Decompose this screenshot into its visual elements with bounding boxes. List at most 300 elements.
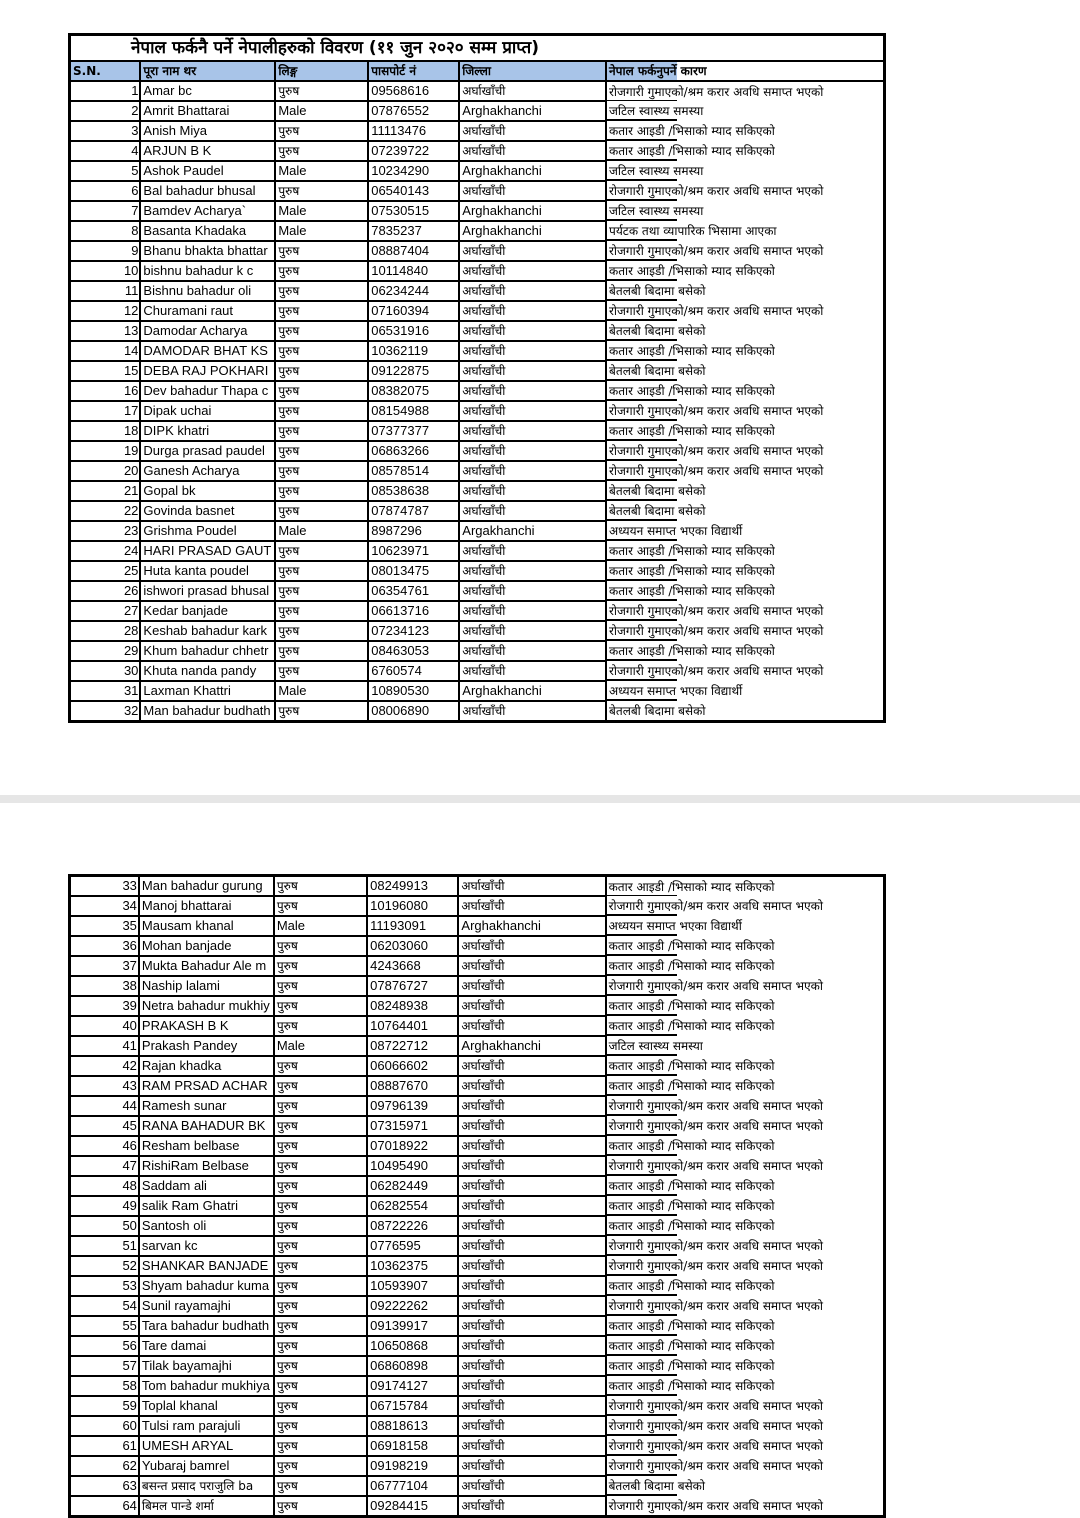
cell-sn: 37 xyxy=(70,956,139,976)
cell-full-name: RANA BAHADUR BK xyxy=(139,1116,274,1136)
cell-sn: 45 xyxy=(70,1116,139,1136)
table-row xyxy=(70,936,885,956)
cell-reason: बेतलबी बिदामा बसेको xyxy=(606,361,885,381)
cell-district: अर्घाखाँची xyxy=(458,1116,605,1136)
cell-sn: 41 xyxy=(70,1036,139,1056)
cell-sn: 63 xyxy=(70,1476,139,1496)
cell-passport: 08006890 xyxy=(368,701,459,722)
cell-gender: पुरुष xyxy=(274,936,367,956)
cell-passport: 09198219 xyxy=(367,1456,458,1476)
cell-passport: 08578514 xyxy=(368,461,459,481)
cell-full-name: Tara bahadur budhath xyxy=(139,1316,274,1336)
cell-full-name: Anish Miya xyxy=(140,121,275,141)
cell-reason: कतार आइडी /भिसाको म्याद सकिएको xyxy=(606,876,885,897)
table-row xyxy=(70,1456,885,1476)
table-row xyxy=(70,1496,885,1517)
cell-sn: 60 xyxy=(70,1416,139,1436)
table-row xyxy=(70,141,885,161)
cell-reason: रोजगारी गुमाएको/श्रम करार अवधि समाप्त भएको xyxy=(606,401,885,421)
cell-reason: रोजगारी गुमाएको/श्रम करार अवधि समाप्त भएको xyxy=(606,301,885,321)
cell-passport: 06203060 xyxy=(367,936,458,956)
cell-district: अर्घाखाँची xyxy=(459,241,606,261)
cell-district: अर्घाखाँची xyxy=(458,936,605,956)
cell-sn: 20 xyxy=(70,461,141,481)
cell-sn: 48 xyxy=(70,1176,139,1196)
cell-reason: रोजगारी गुमाएको/श्रम करार अवधि समाप्त भएको xyxy=(606,621,885,641)
cell-full-name: Bishnu bahadur oli xyxy=(140,281,275,301)
cell-gender: पुरुष xyxy=(275,181,368,201)
cell-district: अर्घाखाँची xyxy=(458,1196,605,1216)
cell-full-name: Khum bahadur chhetr xyxy=(140,641,275,661)
cell-reason: कतार आइडी /भिसाको म्याद सकिएको xyxy=(606,381,885,401)
cell-full-name: Huta kanta poudel xyxy=(140,561,275,581)
cell-gender: पुरुष xyxy=(275,381,368,401)
cell-district: अर्घाखाँची xyxy=(459,301,606,321)
cell-reason: कतार आइडी /भिसाको म्याद सकिएको xyxy=(606,641,885,661)
cell-district: अर्घाखाँची xyxy=(459,481,606,501)
cell-full-name: Amrit Bhattarai xyxy=(140,101,275,121)
cell-sn: 54 xyxy=(70,1296,139,1316)
cell-district: अर्घाखाँची xyxy=(459,341,606,361)
table-row xyxy=(70,1136,885,1156)
cell-sn: 38 xyxy=(70,976,139,996)
cell-passport: 10764401 xyxy=(367,1016,458,1036)
cell-passport: 08154988 xyxy=(368,401,459,421)
cell-reason: बेतलबी बिदामा बसेको xyxy=(606,1476,885,1496)
cell-sn: 39 xyxy=(70,996,139,1016)
cell-full-name: Laxman Khattri xyxy=(140,681,275,701)
cell-passport: 06863266 xyxy=(368,441,459,461)
table-row xyxy=(70,916,885,936)
cell-passport: 08463053 xyxy=(368,641,459,661)
cell-gender: Male xyxy=(275,681,368,701)
cell-gender: पुरुष xyxy=(274,1496,367,1517)
cell-district: अर्घाखाँची xyxy=(459,261,606,281)
cell-district: अर्घाखाँची xyxy=(458,1176,605,1196)
cell-district: अर्घाखाँची xyxy=(458,1056,605,1076)
cell-full-name: Gopal bk xyxy=(140,481,275,501)
cell-district: अर्घाखाँची xyxy=(459,121,606,141)
table-row xyxy=(70,1236,885,1256)
cell-passport: 08722712 xyxy=(367,1036,458,1056)
cell-full-name: Tilak bayamajhi xyxy=(139,1356,274,1376)
cell-full-name: Govinda basnet xyxy=(140,501,275,521)
cell-gender: पुरुष xyxy=(274,1196,367,1216)
cell-sn: 64 xyxy=(70,1496,139,1517)
cell-full-name: Santosh oli xyxy=(139,1216,274,1236)
cell-gender: पुरुष xyxy=(274,1456,367,1476)
cell-passport: 06354761 xyxy=(368,581,459,601)
cell-gender: पुरुष xyxy=(275,341,368,361)
cell-gender: पुरुष xyxy=(275,241,368,261)
cell-full-name: बिमल पान्डे शर्मा xyxy=(139,1496,274,1517)
cell-sn: 13 xyxy=(70,321,141,341)
cell-district: अर्घाखाँची xyxy=(458,1096,605,1116)
cell-full-name: DIPK khatri xyxy=(140,421,275,441)
cell-gender: पुरुष xyxy=(275,461,368,481)
cell-full-name: UMESH ARYAL xyxy=(139,1436,274,1456)
column-header-full-name: पूरा नाम थर xyxy=(140,61,275,81)
cell-district: अर्घाखाँची xyxy=(459,621,606,641)
cell-passport: 10593907 xyxy=(367,1276,458,1296)
cell-gender: पुरुष xyxy=(274,1076,367,1096)
cell-full-name: Mohan banjade xyxy=(139,936,274,956)
cell-gender: पुरुष xyxy=(275,361,368,381)
cell-district: अर्घाखाँची xyxy=(459,441,606,461)
table-row xyxy=(70,261,885,281)
cell-full-name: Keshab bahadur kark xyxy=(140,621,275,641)
cell-full-name: Tom bahadur mukhiya xyxy=(139,1376,274,1396)
cell-district: Arghakhanchi xyxy=(458,1036,605,1056)
table-header-row xyxy=(70,61,885,81)
cell-passport: 10495490 xyxy=(367,1156,458,1176)
cell-gender: पुरुष xyxy=(274,1316,367,1336)
cell-reason: कतार आइडी /भिसाको म्याद सकिएको xyxy=(606,1076,885,1096)
table-row xyxy=(70,621,885,641)
cell-sn: 50 xyxy=(70,1216,139,1236)
cell-passport: 06282449 xyxy=(367,1176,458,1196)
cell-sn: 46 xyxy=(70,1136,139,1156)
cell-gender: पुरुष xyxy=(274,1016,367,1036)
table-row xyxy=(70,996,885,1016)
cell-sn: 26 xyxy=(70,581,141,601)
cell-sn: 56 xyxy=(70,1336,139,1356)
cell-full-name: DAMODAR BHAT KS xyxy=(140,341,275,361)
cell-gender: Male xyxy=(275,201,368,221)
cell-reason: जटिल स्वास्थ्य समस्या xyxy=(606,161,885,181)
cell-district: Arghakhanchi xyxy=(459,681,606,701)
cell-district: अर्घाखाँची xyxy=(458,1316,605,1336)
cell-sn: 9 xyxy=(70,241,141,261)
cell-sn: 8 xyxy=(70,221,141,241)
table-row xyxy=(70,976,885,996)
cell-sn: 49 xyxy=(70,1196,139,1216)
cell-district: अर्घाखाँची xyxy=(458,1216,605,1236)
cell-reason: रोजगारी गुमाएको/श्रम करार अवधि समाप्त भएको xyxy=(606,1116,885,1136)
table-row xyxy=(70,1476,885,1496)
cell-sn: 34 xyxy=(70,896,139,916)
table-row xyxy=(70,1396,885,1416)
table-row xyxy=(70,641,885,661)
cell-full-name: Mukta Bahadur Ale m xyxy=(139,956,274,976)
table-row xyxy=(70,1196,885,1216)
cell-district: Arghakhanchi xyxy=(459,201,606,221)
cell-sn: 19 xyxy=(70,441,141,461)
table-row xyxy=(70,681,885,701)
table-row xyxy=(70,81,885,101)
cell-district: अर्घाखाँची xyxy=(459,701,606,722)
cell-gender: पुरुष xyxy=(275,141,368,161)
cell-reason: कतार आइडी /भिसाको म्याद सकिएको xyxy=(606,541,885,561)
cell-full-name: Resham belbase xyxy=(139,1136,274,1156)
cell-passport: 10890530 xyxy=(368,681,459,701)
cell-full-name: Ashok Paudel xyxy=(140,161,275,181)
cell-reason: रोजगारी गुमाएको/श्रम करार अवधि समाप्त भएको xyxy=(606,1416,885,1436)
cell-reason: रोजगारी गुमाएको/श्रम करार अवधि समाप्त भएको xyxy=(606,461,885,481)
cell-sn: 11 xyxy=(70,281,141,301)
cell-full-name: Tare damai xyxy=(139,1336,274,1356)
cell-sn: 53 xyxy=(70,1276,139,1296)
table-row xyxy=(70,1036,885,1056)
cell-reason: जटिल स्वास्थ्य समस्या xyxy=(606,1036,885,1056)
table-row xyxy=(70,1176,885,1196)
table-row xyxy=(70,1376,885,1396)
cell-reason: जटिल स्वास्थ्य समस्या xyxy=(606,101,885,121)
table-row xyxy=(70,1276,885,1296)
cell-gender: पुरुष xyxy=(275,641,368,661)
cell-gender: पुरुष xyxy=(275,421,368,441)
cell-sn: 27 xyxy=(70,601,141,621)
cell-full-name: Basanta Khadaka xyxy=(140,221,275,241)
cell-sn: 28 xyxy=(70,621,141,641)
cell-reason: कतार आइडी /भिसाको म्याद सकिएको xyxy=(606,1056,885,1076)
cell-full-name: Grishma Poudel xyxy=(140,521,275,541)
cell-reason: कतार आइडी /भिसाको म्याद सकिएको xyxy=(606,1316,885,1336)
cell-full-name: ishwori prasad bhusal xyxy=(140,581,275,601)
cell-district: Arghakhanchi xyxy=(459,221,606,241)
cell-sn: 52 xyxy=(70,1256,139,1276)
cell-full-name: Bal bahadur bhusal xyxy=(140,181,275,201)
cell-sn: 30 xyxy=(70,661,141,681)
cell-sn: 59 xyxy=(70,1396,139,1416)
cell-district: अर्घाखाँची xyxy=(459,461,606,481)
cell-full-name: Netra bahadur mukhiy xyxy=(139,996,274,1016)
cell-gender: पुरुष xyxy=(274,1256,367,1276)
cell-full-name: bishnu bahadur k c xyxy=(140,261,275,281)
table-row xyxy=(70,701,885,722)
cell-full-name: Shyam bahadur kuma xyxy=(139,1276,274,1296)
cell-passport: 10650868 xyxy=(367,1336,458,1356)
cell-district: अर्घाखाँची xyxy=(459,641,606,661)
cell-gender: पुरुष xyxy=(274,1476,367,1496)
cell-district: अर्घाखाँची xyxy=(459,361,606,381)
cell-passport: 09222262 xyxy=(367,1296,458,1316)
cell-passport: 8987296 xyxy=(368,521,459,541)
cell-full-name: Prakash Pandey xyxy=(139,1036,274,1056)
cell-passport: 10623971 xyxy=(368,541,459,561)
cell-sn: 33 xyxy=(70,876,139,897)
cell-reason: कतार आइडी /भिसाको म्याद सकिएको xyxy=(606,421,885,441)
cell-gender: पुरुष xyxy=(275,601,368,621)
cell-passport: 10196080 xyxy=(367,896,458,916)
cell-passport: 07239722 xyxy=(368,141,459,161)
cell-sn: 25 xyxy=(70,561,141,581)
cell-district: अर्घाखाँची xyxy=(458,1356,605,1376)
cell-reason: रोजगारी गुमाएको/श्रम करार अवधि समाप्त भएको xyxy=(606,661,885,681)
cell-district: अर्घाखाँची xyxy=(459,381,606,401)
table-row xyxy=(70,956,885,976)
table-row xyxy=(70,381,885,401)
table-row xyxy=(70,161,885,181)
cell-sn: 5 xyxy=(70,161,141,181)
cell-full-name: Man bahadur budhath xyxy=(140,701,275,722)
cell-reason: कतार आइडी /भिसाको म्याद सकिएको xyxy=(606,261,885,281)
table-row xyxy=(70,1156,885,1176)
cell-passport: 07876727 xyxy=(367,976,458,996)
cell-passport: 06234244 xyxy=(368,281,459,301)
cell-gender: पुरुष xyxy=(274,1296,367,1316)
table-body-page-1 xyxy=(70,81,885,722)
cell-passport: 06777104 xyxy=(367,1476,458,1496)
table-row xyxy=(70,1096,885,1116)
cell-reason: कतार आइडी /भिसाको म्याद सकिएको xyxy=(606,1216,885,1236)
table-row xyxy=(70,201,885,221)
cell-reason: रोजगारी गुमाएको/श्रम करार अवधि समाप्त भएको xyxy=(606,1396,885,1416)
table-row xyxy=(70,441,885,461)
cell-gender: पुरुष xyxy=(274,1176,367,1196)
cell-reason: रोजगारी गुमाएको/श्रम करार अवधि समाप्त भएको xyxy=(606,1236,885,1256)
cell-district: अर्घाखाँची xyxy=(458,1156,605,1176)
cell-passport: 09122875 xyxy=(368,361,459,381)
table-row xyxy=(70,541,885,561)
column-header-reason: नेपाल फर्कनुपर्ने कारण xyxy=(606,61,885,81)
cell-district: अर्घाखाँची xyxy=(459,501,606,521)
cell-full-name: Naship lalami xyxy=(139,976,274,996)
cell-gender: पुरुष xyxy=(275,581,368,601)
cell-reason: रोजगारी गुमाएको/श्रम करार अवधि समाप्त भएको xyxy=(606,241,885,261)
cell-reason: कतार आइडी /भिसाको म्याद सकिएको xyxy=(606,561,885,581)
cell-full-name: Amar bc xyxy=(140,81,275,101)
cell-full-name: Man bahadur gurung xyxy=(139,876,274,897)
cell-passport: 07377377 xyxy=(368,421,459,441)
cell-sn: 2 xyxy=(70,101,141,121)
cell-reason: कतार आइडी /भिसाको म्याद सकिएको xyxy=(606,1336,885,1356)
cell-gender: पुरुष xyxy=(275,121,368,141)
cell-district: अर्घाखाँची xyxy=(459,601,606,621)
cell-gender: पुरुष xyxy=(274,896,367,916)
cell-gender: पुरुष xyxy=(275,701,368,722)
cell-full-name: Durga prasad paudel xyxy=(140,441,275,461)
cell-sn: 51 xyxy=(70,1236,139,1256)
cell-reason: कतार आइडी /भिसाको म्याद सकिएको xyxy=(606,581,885,601)
cell-gender: पुरुष xyxy=(275,261,368,281)
cell-passport: 4243668 xyxy=(367,956,458,976)
cell-passport: 08538638 xyxy=(368,481,459,501)
cell-full-name: Saddam ali xyxy=(139,1176,274,1196)
cell-gender: पुरुष xyxy=(274,956,367,976)
cell-gender: पुरुष xyxy=(274,876,367,897)
cell-district: अर्घाखाँची xyxy=(459,81,606,101)
cell-gender: पुरुष xyxy=(274,1416,367,1436)
cell-gender: पुरुष xyxy=(274,1216,367,1236)
cell-full-name: Toplal khanal xyxy=(139,1396,274,1416)
cell-passport: 10362375 xyxy=(367,1256,458,1276)
cell-reason: कतार आइडी /भिसाको म्याद सकिएको xyxy=(606,1196,885,1216)
cell-sn: 55 xyxy=(70,1316,139,1336)
cell-sn: 31 xyxy=(70,681,141,701)
cell-sn: 58 xyxy=(70,1376,139,1396)
cell-passport: 07874787 xyxy=(368,501,459,521)
cell-district: अर्घाखाँची xyxy=(458,1416,605,1436)
cell-sn: 3 xyxy=(70,121,141,141)
cell-reason: रोजगारी गुमाएको/श्रम करार अवधि समाप्त भएको xyxy=(606,1156,885,1176)
cell-district: अर्घाखाँची xyxy=(458,1236,605,1256)
cell-gender: पुरुष xyxy=(274,996,367,1016)
cell-district: अर्घाखाँची xyxy=(458,976,605,996)
table-row xyxy=(70,181,885,201)
cell-full-name: बसन्त प्रसाद पराजुलि ba xyxy=(139,1476,274,1496)
cell-sn: 32 xyxy=(70,701,141,722)
cell-reason: रोजगारी गुमाएको/श्रम करार अवधि समाप्त भएको xyxy=(606,896,885,916)
cell-reason: कतार आइडी /भिसाको म्याद सकिएको xyxy=(606,1356,885,1376)
cell-gender: पुरुष xyxy=(274,1136,367,1156)
cell-full-name: Dev bahadur Thapa c xyxy=(140,381,275,401)
cell-reason: रोजगारी गुमाएको/श्रम करार अवधि समाप्त भएको xyxy=(606,601,885,621)
cell-gender: पुरुष xyxy=(275,661,368,681)
cell-district: अर्घाखाँची xyxy=(458,996,605,1016)
cell-gender: पुरुष xyxy=(275,301,368,321)
cell-sn: 36 xyxy=(70,936,139,956)
cell-district: अर्घाखाँची xyxy=(459,281,606,301)
cell-passport: 06918158 xyxy=(367,1436,458,1456)
cell-sn: 15 xyxy=(70,361,141,381)
cell-reason: रोजगारी गुमाएको/श्रम करार अवधि समाप्त भएको xyxy=(606,1256,885,1276)
cell-passport: 09174127 xyxy=(367,1376,458,1396)
table-row xyxy=(70,1256,885,1276)
page-separator xyxy=(0,795,1080,803)
table-row xyxy=(70,1296,885,1316)
column-header-passport: पासपोर्ट नं xyxy=(368,61,459,81)
cell-reason: बेतलबी बिदामा बसेको xyxy=(606,481,885,501)
cell-sn: 22 xyxy=(70,501,141,521)
table-body-page-2 xyxy=(70,876,885,1517)
cell-full-name: salik Ram Ghatri xyxy=(139,1196,274,1216)
cell-passport: 09568616 xyxy=(368,81,459,101)
cell-full-name: RAM PRSAD ACHAR xyxy=(139,1076,274,1096)
cell-district: अर्घाखाँची xyxy=(458,1136,605,1156)
cell-full-name: Tulsi ram parajuli xyxy=(139,1416,274,1436)
cell-sn: 1 xyxy=(70,81,141,101)
cell-reason: कतार आइडी /भिसाको म्याद सकिएको xyxy=(606,1176,885,1196)
cell-full-name: DEBA RAJ POKHARI xyxy=(140,361,275,381)
column-header-district: जिल्ला xyxy=(459,61,606,81)
cell-full-name: ARJUN B K xyxy=(140,141,275,161)
cell-gender: Male xyxy=(274,916,367,936)
cell-gender: Male xyxy=(274,1036,367,1056)
cell-passport: 08248938 xyxy=(367,996,458,1016)
cell-passport: 06531916 xyxy=(368,321,459,341)
table-row xyxy=(70,581,885,601)
cell-reason: बेतलबी बिदामा बसेको xyxy=(606,701,885,722)
cell-passport: 07315971 xyxy=(367,1116,458,1136)
cell-gender: पुरुष xyxy=(275,541,368,561)
cell-sn: 10 xyxy=(70,261,141,281)
cell-gender: पुरुष xyxy=(275,501,368,521)
cell-full-name: Yubaraj bamrel xyxy=(139,1456,274,1476)
cell-district: अर्घाखाँची xyxy=(459,661,606,681)
cell-passport: 06282554 xyxy=(367,1196,458,1216)
cell-full-name: Bamdev Acharya` xyxy=(140,201,275,221)
table-row xyxy=(70,321,885,341)
cell-reason: कतार आइडी /भिसाको म्याद सकिएको xyxy=(606,996,885,1016)
table-row xyxy=(70,481,885,501)
cell-gender: पुरुष xyxy=(275,621,368,641)
cell-full-name: sarvan kc xyxy=(139,1236,274,1256)
cell-sn: 29 xyxy=(70,641,141,661)
table-row xyxy=(70,301,885,321)
cell-gender: पुरुष xyxy=(274,1056,367,1076)
cell-passport: 07018922 xyxy=(367,1136,458,1156)
cell-district: अर्घाखाँची xyxy=(458,1376,605,1396)
cell-gender: पुरुष xyxy=(274,1236,367,1256)
cell-gender: पुरुष xyxy=(275,561,368,581)
cell-gender: पुरुष xyxy=(274,1276,367,1296)
cell-gender: पुरुष xyxy=(275,401,368,421)
cell-passport: 10362119 xyxy=(368,341,459,361)
cell-reason: अध्ययन समाप्त भएका विद्यार्थी xyxy=(606,916,885,936)
cell-passport: 07160394 xyxy=(368,301,459,321)
cell-gender: Male xyxy=(275,521,368,541)
